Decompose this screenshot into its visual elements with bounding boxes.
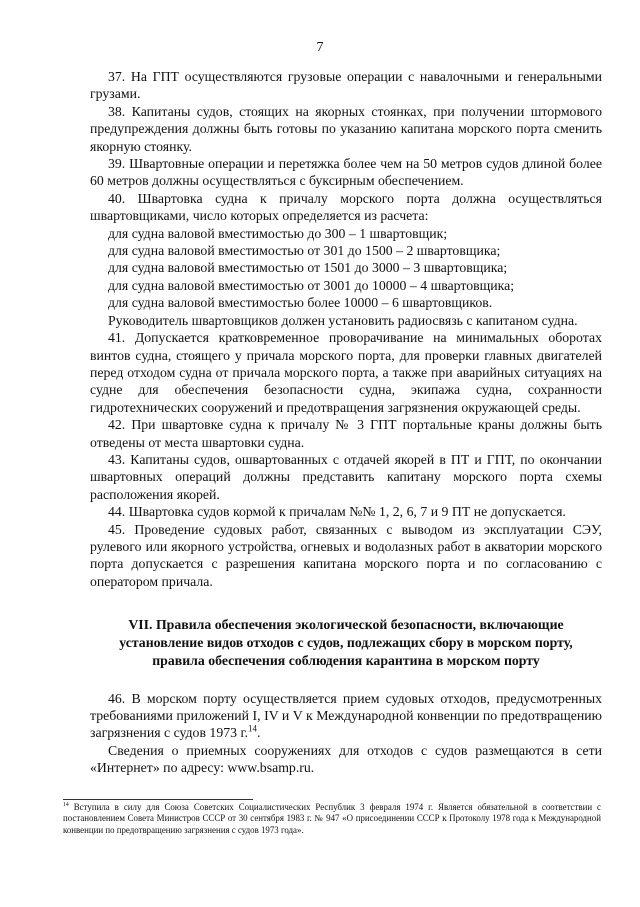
section-title [90,616,602,669]
paragraph-44: 44. Швартовка судов кормой к причалам №№ 1, 2, 6, 7 и 9 ПТ не допускается. [108,504,566,520]
mooring-list-item: для судна валовой вместимостью до 300 – 1 швартовщик; [108,225,448,241]
section-title-line: правила обеспечения соблюдения карантина в морском порту [152,652,540,668]
paragraph-41: 41. Допускается кратковременное проворачивание на минимальных оборотах винтов судна, стоящего у причала морского порта, для проверки главных двигателей перед отходом судна от причала морского порта, а также при аварийных ситуациях на судне для обеспечения безопасности судна, экипажа судна, сохранности гидротехнических сооружений и предотвращения загрязнения окружающей среды. [90,330,602,415]
footnote-text: Вступила в силу для Союза Советских Социалистических Республик 3 февраля 1974 г. Является обязательной в соответствии с постановлением Совета Министров СССР от 30 сентября 1983 г. № 947 «О присоединении СССР к Протоколу 1978 года к Международной конвенции по предотвращению загрязнения с судов 1973 года». [63,802,601,835]
mooring-list-item: для судна валовой вместимостью более 10000 – 6 швартовщиков. [108,295,493,311]
mooring-list-item: для судна валовой вместимостью от 301 до 1500 – 2 швартовщика; [108,243,501,259]
paragraph-42: 42. При швартовке судна к причалу № 3 ГПТ портальные краны должны быть отведены от места швартовки судна. [90,417,602,450]
paragraph-46-end: . [257,725,261,741]
paragraph-40: 40. Швартовка судна к причалу морского порта должна осуществляться швартовщиками, число которых определяется из расчета: [90,190,602,224]
footnote-ref[interactable]: 14 [248,723,257,734]
paragraph-46 [90,690,602,742]
paragraph-37: 37. На ГПТ осуществляются грузовые операции с навалочными и генеральными грузами. [90,69,602,102]
footnote [63,802,601,836]
paragraph-38: 38. Капитаны судов, стоящих на якорных стоянках, при получении штормового предупреждения должны быть готовы по указанию капитана морского порта сменить якорную стоянку. [90,103,602,154]
footnote-number: 14 [63,802,69,809]
document-body [90,68,602,777]
paragraph-43: 43. Капитаны судов, ошвартованных с отдачей якорей в ПТ и ГПТ, по окончании швартовных операций должны представить капитану морского порта схемы расположения якорей. [90,451,602,502]
section-title-line: установление видов отходов с судов, подлежащих сбору в морском порту, [119,634,573,650]
paragraph-46-website: Сведения о приемных сооружениях для отходов с судов размещаются в сети «Интернет» по адресу: www.bsamp.ru. [90,742,602,776]
mooring-list-item: для судна валовой вместимостью от 1501 до 3000 – 3 швартовщика; [108,260,508,276]
mooring-list-item: для судна валовой вместимостью от 3001 до 10000 – 4 швартовщика; [108,277,515,293]
footnote-divider [63,799,253,800]
paragraph-40-radio: Руководитель швартовщиков должен установить радиосвязь с капитаном судна. [108,312,578,328]
section-title-line: VII. Правила обеспечения экологической безопасности, включающие [128,617,564,633]
paragraph-39: 39. Швартовные операции и перетяжка более чем на 50 метров судов длиной более 60 метров должны осуществляться с буксирным обеспечением. [90,156,602,189]
page-number: 7 [316,40,324,55]
paragraph-46-text: 46. В морском порту осуществляется прием судовых отходов, предусмотренных требованиями приложений I, IV и V к Международной конвенции по предотвращению загрязнения с судов 1973 г. [90,690,602,741]
paragraph-45: 45. Проведение судовых работ, связанных с выводом из эксплуатации СЭУ, рулевого или якорного устройства, огневых и водолазных работ в акватории морского порта допускается с разрешения капитана морского порта и по согласованию с оператором причала. [90,521,602,589]
